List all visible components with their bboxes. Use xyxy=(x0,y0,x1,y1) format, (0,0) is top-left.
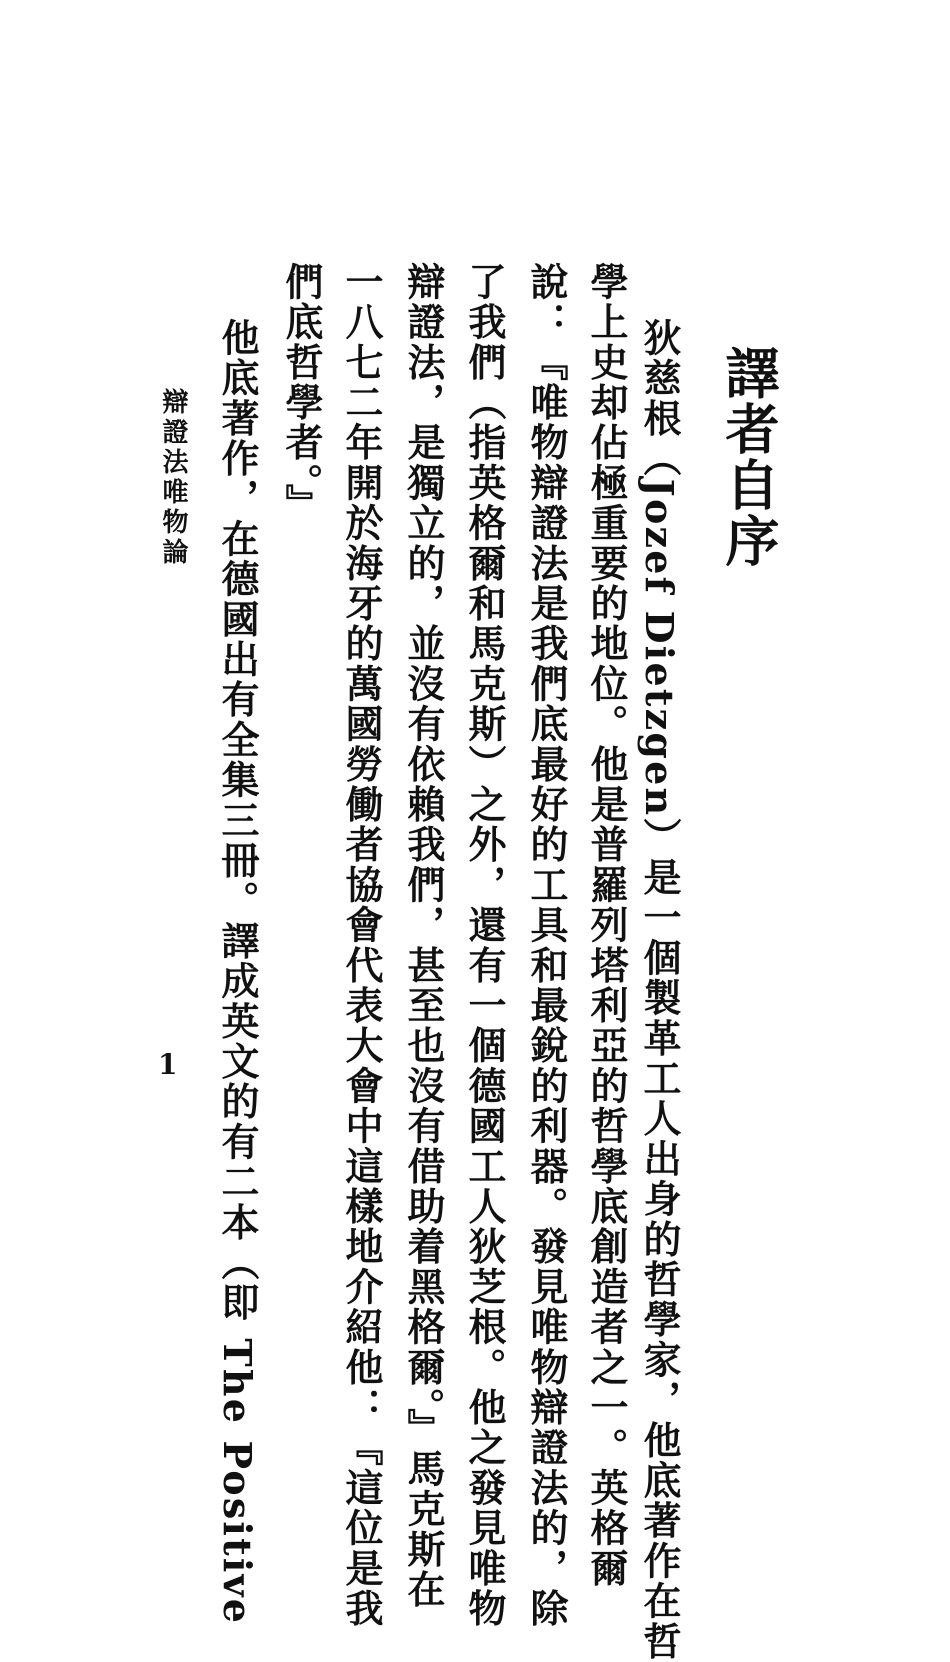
body-line-1: 狄慈根（Jozef Dietzgen）是一個製革工人出身的哲學家，他底著作在哲 xyxy=(637,318,682,1662)
body-line-3: 說：『唯物辯證法是我們底最好的工具和最銳的利器。發見唯物辯證法的，除 xyxy=(524,262,569,1629)
page-number: 1 xyxy=(158,1048,178,1081)
running-title: 辯證法唯物論 xyxy=(158,388,188,568)
body-line-2: 學上史却佔極重要的地位。他是普羅列塔利亞的哲學底創造者之一。英格爾 xyxy=(584,262,629,1589)
body-line-4: 了我們（指英格爾和馬克斯）之外，還有一個德國工人狄芝根。他之發見唯物 xyxy=(462,262,507,1629)
page-title: 譯者自序 xyxy=(717,345,781,569)
body-line-8: 他底著作，在德國出有全集三冊。譯成英文的有二本（即 The Positive xyxy=(215,318,260,1626)
body-line-6: 一八七二年開於海牙的萬國勞働者協會代表大會中這樣地介紹他：『這位是我 xyxy=(339,262,384,1629)
body-line-7: 們底哲學者。』 xyxy=(279,262,324,525)
body-line-5: 辯證法，是獨立的，並沒有依賴我們，甚至也沒有借助着黑格爾。』馬克斯在 xyxy=(401,262,446,1610)
